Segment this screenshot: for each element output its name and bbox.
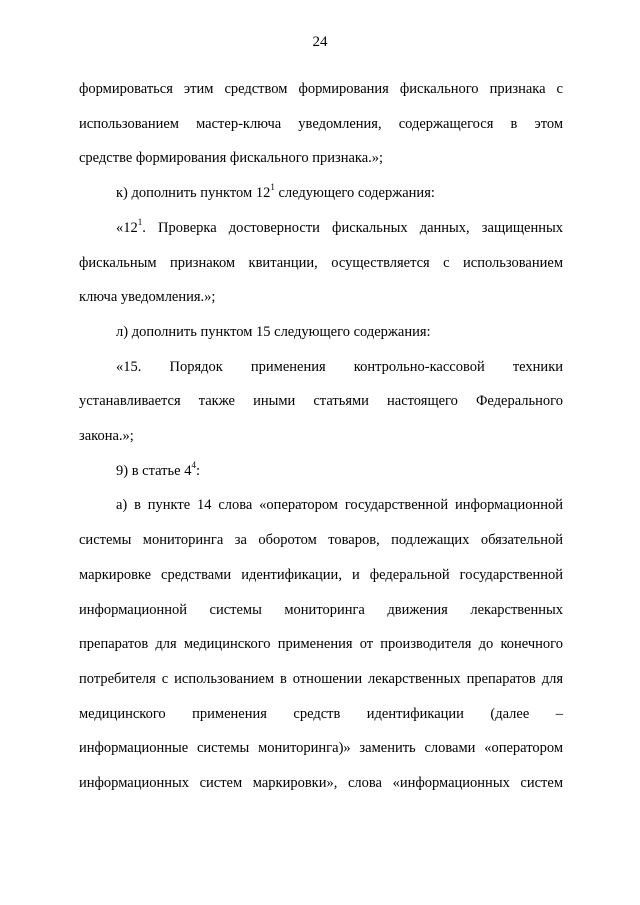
text-run: следующего содержания: xyxy=(274,185,435,202)
text-line: маркировке средствами идентификации, и федеральной государственной xyxy=(79,566,563,583)
superscript: 4 xyxy=(191,459,196,470)
paragraph xyxy=(79,350,563,454)
text-line: закона.»; xyxy=(79,428,134,445)
text-line: использованием мастер-ключа уведомления, содержащегося в этом xyxy=(79,115,563,132)
superscript: 1 xyxy=(137,216,143,227)
paragraph xyxy=(79,211,563,315)
paragraph xyxy=(79,315,563,350)
paragraph xyxy=(79,176,563,211)
document-body xyxy=(79,72,563,801)
text-line: ключа уведомления.»; xyxy=(79,289,216,306)
page-number: 24 xyxy=(312,34,328,50)
text-line: фискальным признаком квитанции, осуществляется с использованием xyxy=(79,254,563,271)
text-line: устанавливается также иными статьями настоящего Федерального xyxy=(79,393,563,410)
paragraph xyxy=(79,72,563,176)
text-line: формироваться этим средством формирования фискального признака с xyxy=(79,81,563,97)
text-run: : xyxy=(195,462,200,479)
text-line: средстве формирования фискального признака.»; xyxy=(79,150,384,167)
text-line: системы мониторинга за оборотом товаров, подлежащих обязательной xyxy=(79,532,563,549)
text-line: а) в пункте 14 слова «оператором государственной информационной xyxy=(116,497,563,514)
paragraph xyxy=(79,454,563,489)
text-run: «12 xyxy=(116,219,138,236)
text-line: информационной системы мониторинга движения лекарственных xyxy=(79,601,563,618)
text-line: препаратов для медицинского применения от производителя до конечного xyxy=(79,636,563,653)
paragraph xyxy=(79,488,563,800)
text-line: медицинского применения средств идентификации (далее – xyxy=(79,705,563,722)
text-line xyxy=(79,176,563,211)
text-run: 9) в статье 4 xyxy=(116,462,192,479)
text-line: л) дополнить пунктом 15 следующего содержания: xyxy=(116,323,431,340)
text-line: потребителя с использованием в отношении лекарственных препаратов для xyxy=(79,670,563,687)
text-line xyxy=(79,211,563,246)
text-line: информационных систем маркировки», слова «информационных систем xyxy=(79,775,563,792)
text-line xyxy=(79,454,563,489)
text-line: «15. Порядок применения контрольно-кассовой техники xyxy=(116,358,563,375)
superscript: 1 xyxy=(270,182,275,193)
text-run: к) дополнить пунктом 12 xyxy=(116,185,271,202)
text-line: информационные системы мониторинга)» заменить словами «оператором xyxy=(79,740,563,757)
text-run: . Проверка достоверности фискальных данных, защищенных xyxy=(142,219,563,236)
